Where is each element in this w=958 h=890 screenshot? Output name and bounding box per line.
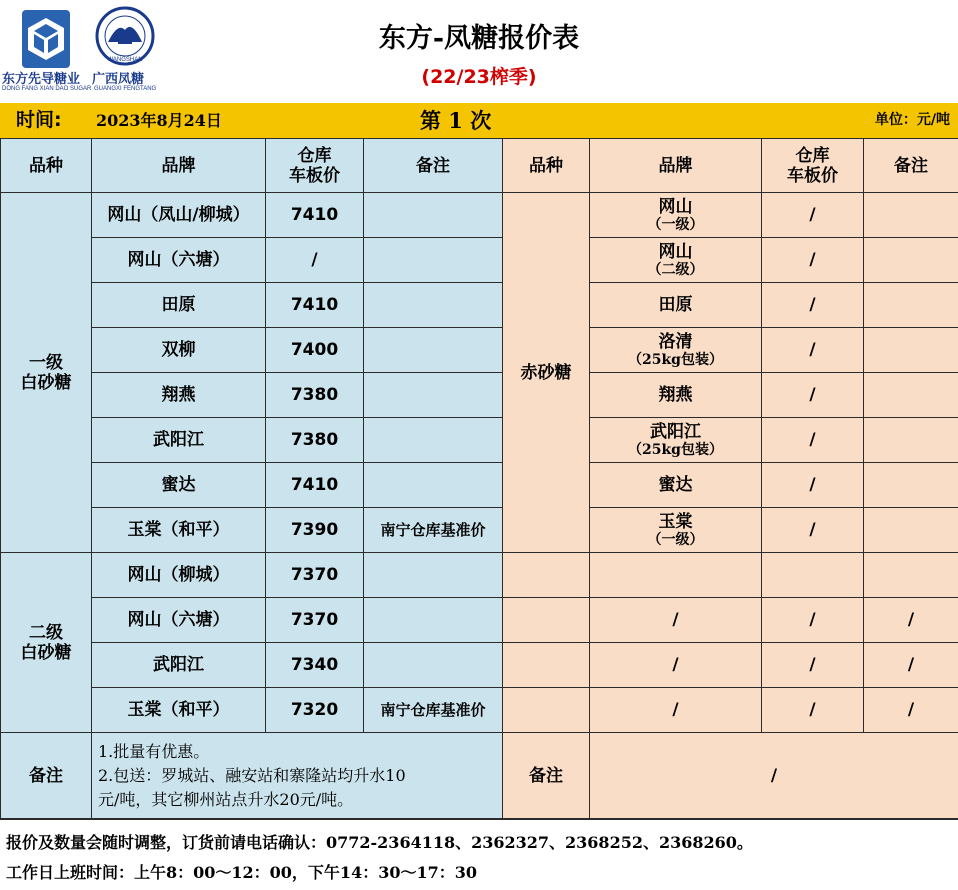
price-cell: / xyxy=(762,643,864,688)
remark-cell xyxy=(864,328,958,373)
col-remark-right: 备注 xyxy=(864,139,958,193)
remark-cell xyxy=(864,508,958,553)
price-cell: 7370 xyxy=(266,553,364,598)
notes-row xyxy=(1,733,958,819)
table-row xyxy=(1,418,958,463)
season-subtitle: (22/23榨季) xyxy=(0,62,958,89)
brand-cell xyxy=(590,373,762,418)
table-row xyxy=(1,643,958,688)
logo2-caption: 广西凤糖 xyxy=(92,68,144,87)
grade1-label-line2: 白砂糖 xyxy=(1,373,91,393)
col-variety-right: 品种 xyxy=(503,139,590,193)
empty-variety-cell xyxy=(503,643,590,688)
notes-content xyxy=(92,733,503,819)
brand-cell: 蜜达 xyxy=(92,463,266,508)
brand-cell xyxy=(590,238,762,283)
info-bar xyxy=(0,103,958,138)
brand-sub: （一级） xyxy=(590,532,761,548)
brand-cell: 武阳江 xyxy=(92,418,266,463)
brand-cell: / xyxy=(590,643,762,688)
remark-cell xyxy=(864,238,958,283)
brand-sub: （25kg包装） xyxy=(590,442,761,458)
brand-main: 翔燕 xyxy=(590,385,761,405)
page-title: 东方-凤糖报价表 xyxy=(0,16,958,55)
price-header-line1: 仓库 xyxy=(266,146,363,166)
table-row xyxy=(1,508,958,553)
brand-sub: （二级） xyxy=(590,262,761,278)
brand-cell xyxy=(590,553,762,598)
brand-cell: 田原 xyxy=(92,283,266,328)
quote-date: 2023年8月24日 xyxy=(96,103,222,138)
grade1-label-line1: 一级 xyxy=(1,353,91,373)
grade2-label-line2: 白砂糖 xyxy=(1,643,91,663)
note-line-1: 1.批量有优惠。 xyxy=(98,740,502,764)
remark-cell xyxy=(364,553,503,598)
brand-cell xyxy=(590,418,762,463)
remark-cell xyxy=(864,193,958,238)
price-cell: / xyxy=(266,238,364,283)
price-cell: 7400 xyxy=(266,328,364,373)
grade2-label-line1: 二级 xyxy=(1,623,91,643)
brand-cell: / xyxy=(590,688,762,733)
table-row xyxy=(1,553,958,598)
empty-variety-cell xyxy=(503,688,590,733)
table-header-row xyxy=(1,139,958,193)
brand-main: 网山 xyxy=(590,197,761,217)
notes-label: 备注 xyxy=(1,733,92,819)
price-cell: / xyxy=(762,463,864,508)
col-brand-left: 品牌 xyxy=(92,139,266,193)
table-row xyxy=(1,283,958,328)
remark-cell xyxy=(364,328,503,373)
brand-sub: （一级） xyxy=(590,217,761,233)
price-header-line2: 车板价 xyxy=(762,166,863,186)
notes-label-right: 备注 xyxy=(503,733,590,819)
brand-main: 蜜达 xyxy=(590,475,761,495)
grade1-label xyxy=(1,193,92,553)
table-row xyxy=(1,598,958,643)
remark-cell xyxy=(864,463,958,508)
unit-label: 单位：元/吨 xyxy=(875,103,950,138)
table-row xyxy=(1,688,958,733)
price-cell: / xyxy=(762,418,864,463)
brand-cell: 翔燕 xyxy=(92,373,266,418)
price-cell: / xyxy=(762,283,864,328)
table-row xyxy=(1,328,958,373)
brand-main: 武阳江 xyxy=(590,422,761,442)
price-cell: / xyxy=(762,238,864,283)
remark-cell xyxy=(364,598,503,643)
price-header-line2: 车板价 xyxy=(266,166,363,186)
brand-main: 田原 xyxy=(590,295,761,315)
price-cell: 7390 xyxy=(266,508,364,553)
price-table xyxy=(0,138,958,819)
footer-contact: 报价及数量会随时调整，订货前请电话确认：0772-2364118、2362327、2368252、2368260。 xyxy=(6,830,753,853)
remark-cell: 南宁仓库基准价 xyxy=(364,508,503,553)
price-cell: 7410 xyxy=(266,463,364,508)
remark-cell: / xyxy=(864,643,958,688)
issue-number: 第 1 次 xyxy=(420,103,491,138)
brand-cell xyxy=(590,463,762,508)
logo2-sub: GUANGXI FENGTANG xyxy=(94,86,156,92)
sheet-header xyxy=(0,0,958,103)
table-row xyxy=(1,238,958,283)
col-brand-right: 品牌 xyxy=(590,139,762,193)
price-cell: 7320 xyxy=(266,688,364,733)
remark-cell: / xyxy=(864,688,958,733)
brand-cell: 网山（六塘） xyxy=(92,598,266,643)
brand-cell: 网山（凤山/柳城） xyxy=(92,193,266,238)
footer xyxy=(0,819,958,890)
brand-cell xyxy=(590,328,762,373)
grade2-label xyxy=(1,553,92,733)
price-cell: / xyxy=(762,598,864,643)
brand-cell xyxy=(590,283,762,328)
remark-cell: / xyxy=(864,598,958,643)
price-cell: 7340 xyxy=(266,643,364,688)
price-cell: / xyxy=(762,508,864,553)
brand-cell: 玉棠（和平） xyxy=(92,688,266,733)
price-cell xyxy=(762,553,864,598)
brand-cell xyxy=(590,508,762,553)
brand-cell: 网山（柳城） xyxy=(92,553,266,598)
price-cell: 7370 xyxy=(266,598,364,643)
time-label: 时间: xyxy=(16,103,62,138)
remark-cell xyxy=(364,283,503,328)
notes-value-right: / xyxy=(590,733,958,819)
remark-cell xyxy=(864,418,958,463)
remark-cell xyxy=(364,238,503,283)
price-cell: / xyxy=(762,688,864,733)
brand-cell xyxy=(590,193,762,238)
remark-cell xyxy=(364,193,503,238)
brand-cell: / xyxy=(590,598,762,643)
price-cell: / xyxy=(762,193,864,238)
note-line-2: 2.包送：罗城站、融安站和寨隆站均升水10 xyxy=(98,764,502,788)
price-cell: 7410 xyxy=(266,283,364,328)
col-remark-left: 备注 xyxy=(364,139,503,193)
logo1-caption: 东方先导糖业 xyxy=(2,68,80,87)
price-cell: 7380 xyxy=(266,418,364,463)
table-row xyxy=(1,193,958,238)
brand-cell: 双柳 xyxy=(92,328,266,373)
table-row xyxy=(1,373,958,418)
remark-cell xyxy=(364,373,503,418)
table-row xyxy=(1,463,958,508)
footer-hours: 工作日上班时间：上午8：00～12：00，下午14：30～17：30 xyxy=(6,860,477,883)
remark-cell: 南宁仓库基准价 xyxy=(364,688,503,733)
remark-cell xyxy=(864,373,958,418)
brand-main: 洛清 xyxy=(590,332,761,352)
remark-cell xyxy=(364,418,503,463)
price-cell: 7410 xyxy=(266,193,364,238)
brand-sub: （25kg包装） xyxy=(590,352,761,368)
empty-variety-cell xyxy=(503,598,590,643)
red-sugar-label: 赤砂糖 xyxy=(503,193,590,553)
remark-cell xyxy=(864,553,958,598)
remark-cell xyxy=(864,283,958,328)
seal-ring-text: WANGSHAN xyxy=(107,57,142,63)
brand-cell: 武阳江 xyxy=(92,643,266,688)
price-cell: 7380 xyxy=(266,373,364,418)
note-line-3: 元/吨，其它柳州站点升水20元/吨。 xyxy=(98,788,502,812)
brand-cell: 玉棠（和平） xyxy=(92,508,266,553)
price-header-line1: 仓库 xyxy=(762,146,863,166)
col-price-right xyxy=(762,139,864,193)
col-price-left xyxy=(266,139,364,193)
price-cell: / xyxy=(762,328,864,373)
brand-main: 玉棠 xyxy=(590,512,761,532)
price-cell: / xyxy=(762,373,864,418)
empty-variety-cell xyxy=(503,553,590,598)
remark-cell xyxy=(364,463,503,508)
logo1-sub: DONG FANG XIAN DAO SUGAR xyxy=(2,86,91,92)
col-variety-left: 品种 xyxy=(1,139,92,193)
brand-cell: 网山（六塘） xyxy=(92,238,266,283)
brand-main: 网山 xyxy=(590,242,761,262)
remark-cell xyxy=(364,643,503,688)
